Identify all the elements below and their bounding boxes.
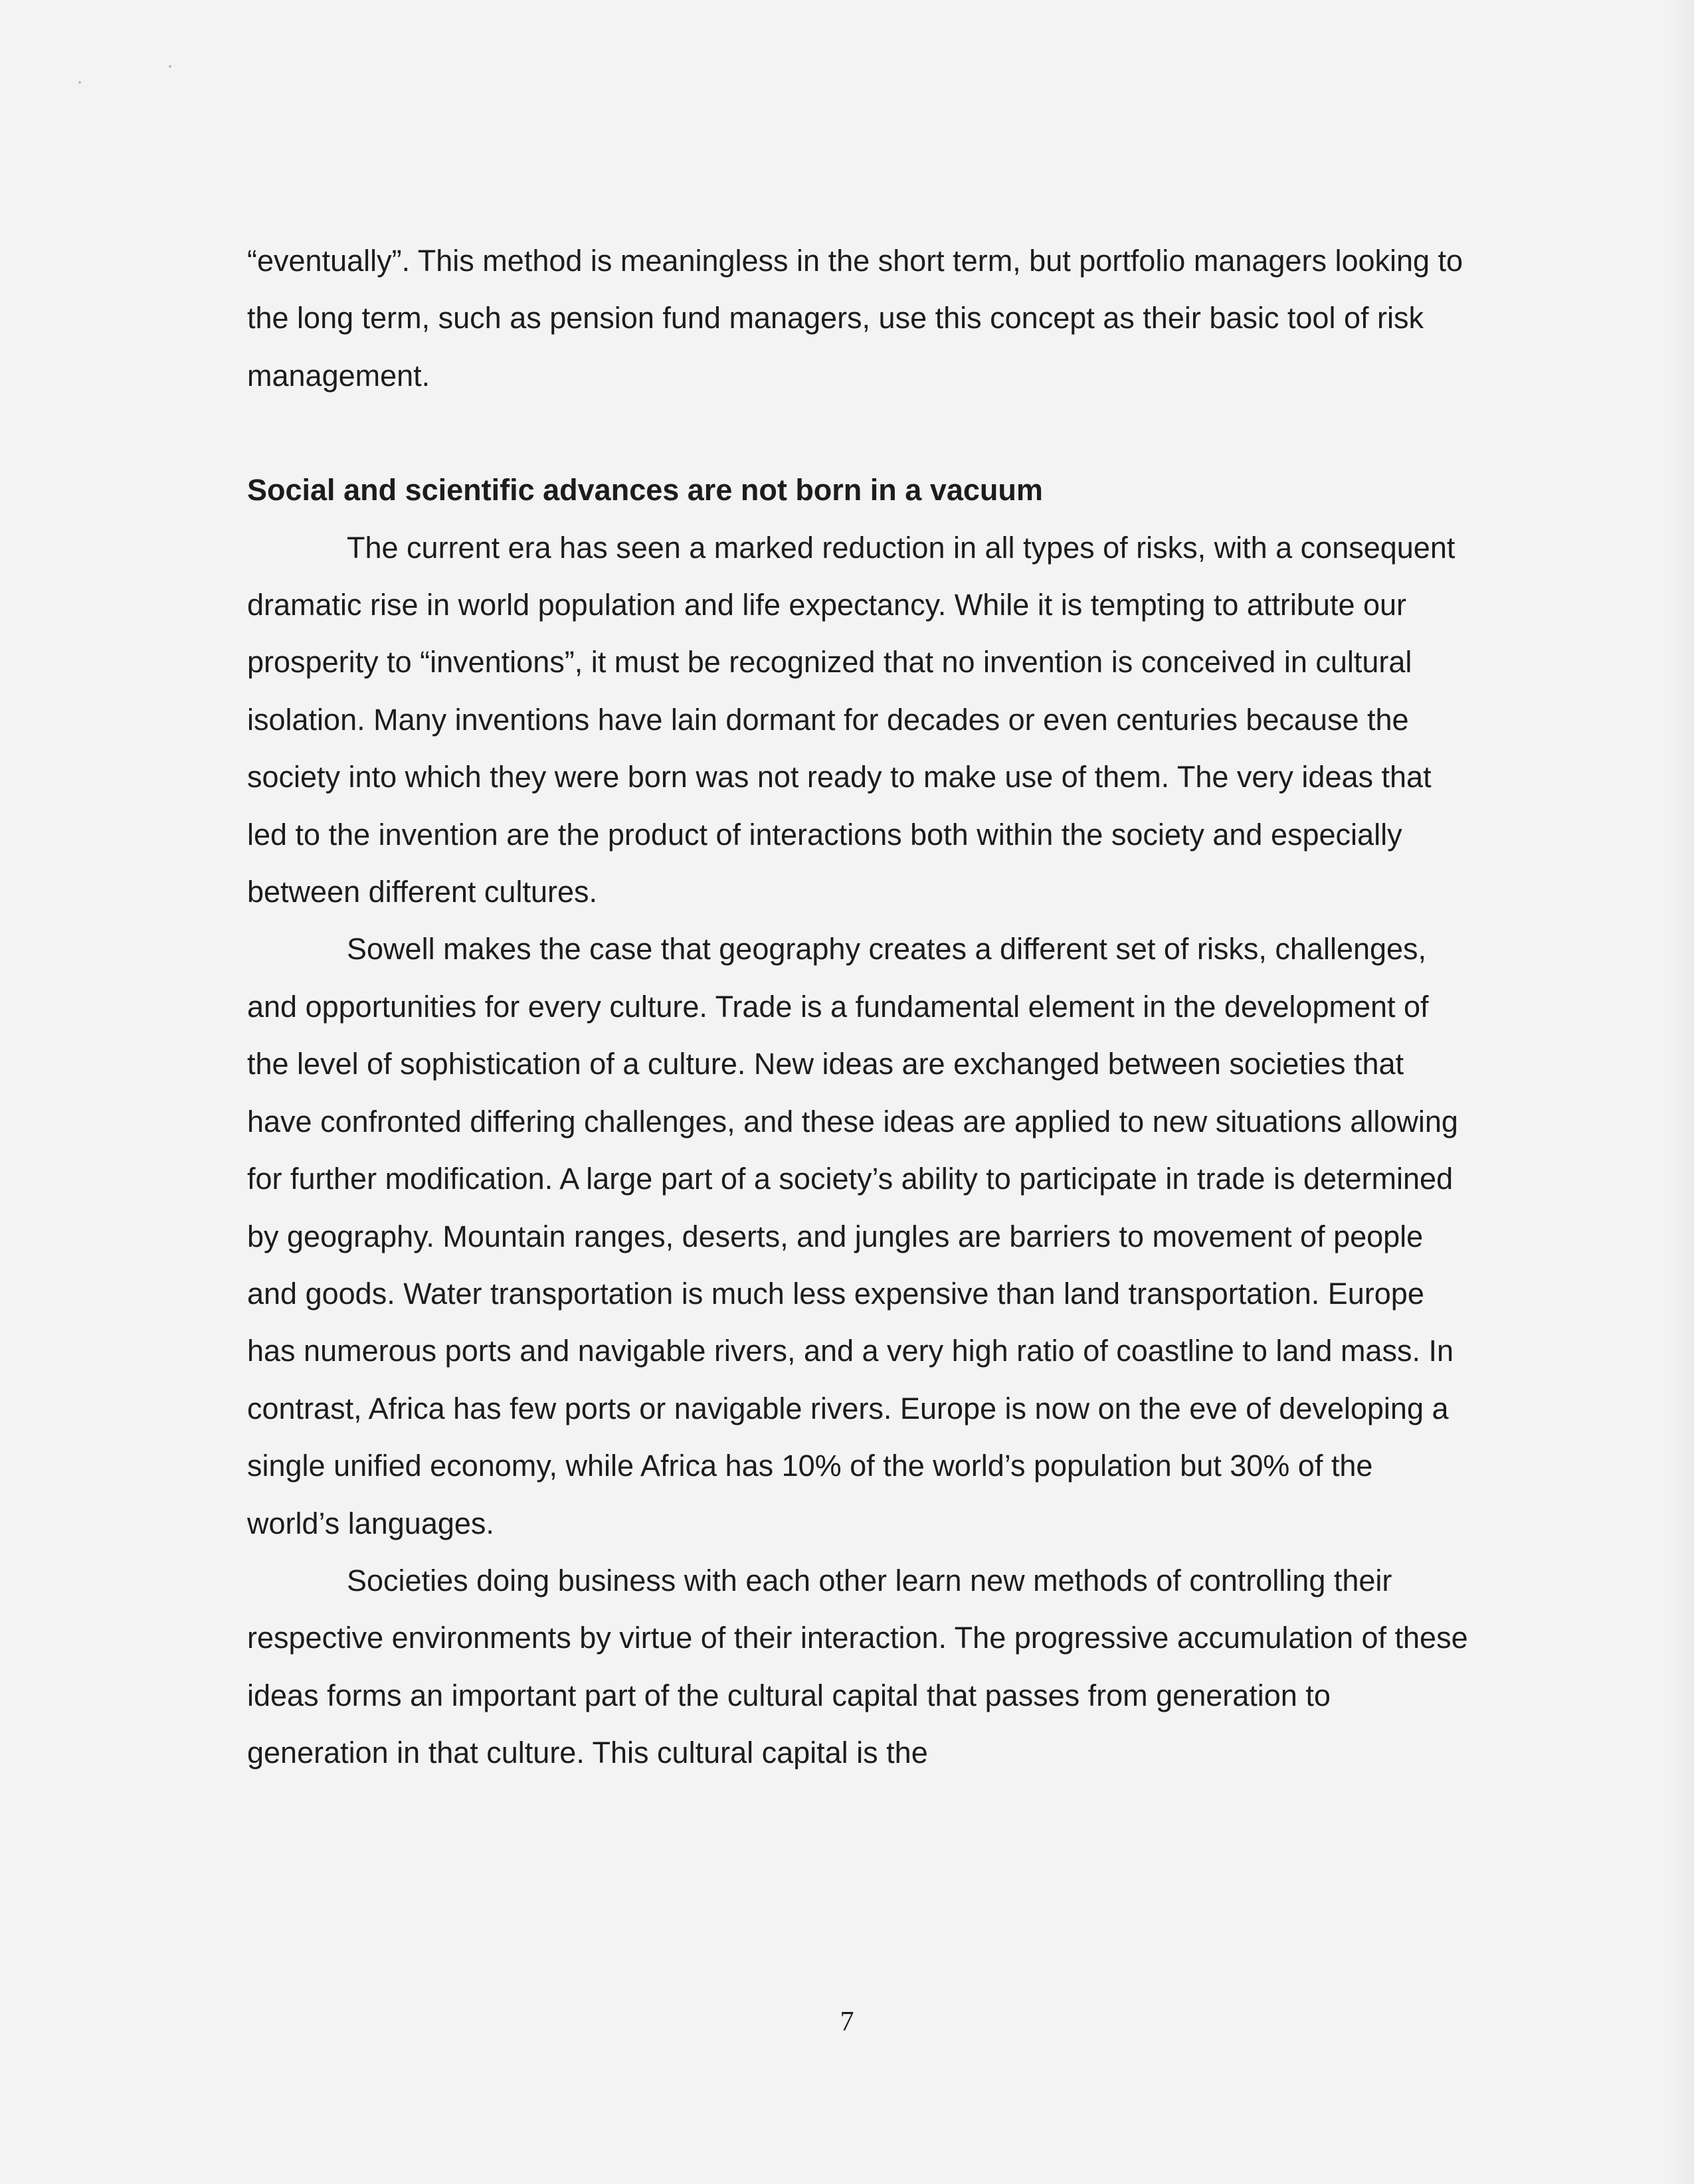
page-number: 7	[840, 2007, 854, 2037]
paragraph: The current era has seen a marked reduction in all types of risks, with a consequent dramatic rise in world population and life expectancy. While it is tempting to attribute our prosperity to “inventions”, it must be recognized that no invention is conceived in cultural isolation. Many inventions have lain dormant for decades or even centuries because the society into which they were born was not ready to make use of them. The very ideas that led to the invention are the product of interactions both within the society and especially between different cultures.	[247, 530, 1456, 909]
paragraph: Sowell makes the case that geography creates a different set of risks, challenges, and opportunities for every culture. Trade is a fundamental element in the development of the level of sophistication of a culture. New ideas are exchanged between societies that have confronted differing challenges, and these ideas are applied to new situations allowing for further modification. A large part of a society’s ability to participate in trade is determined by geography. Mountain ranges, deserts, and jungles are barriers to movement of people and goods. Water transportation is much less expensive than land transportation. Europe has numerous ports and navigable rivers, and a very high ratio of coastline to land mass. In contrast, Africa has few ports or navigable rivers. Europe is now on the eve of developing a single unified economy, while Africa has 10% of the world’s population but 30% of the world’s languages.	[247, 932, 1458, 1540]
scan-speck	[169, 65, 171, 68]
section-heading: Social and scientific advances are not born in a vacuum	[247, 473, 1043, 507]
section-gap	[247, 405, 1469, 462]
carryover-paragraph: “eventually”. This method is meaningless in the short term, but portfolio managers looking to the long term, such as pension fund managers, use this concept as their basic tool of risk management.	[247, 244, 1463, 393]
scan-speck	[78, 81, 81, 84]
paragraph: Societies doing business with each other learn new methods of controlling their respective environments by virtue of their interaction. The progressive accumulation of these ideas forms an important part of the cultural capital that passes from generation to generation in that culture. This cultural capital is the	[247, 1563, 1468, 1770]
body-text	[247, 232, 1469, 1782]
page-edge-shadow	[1667, 0, 1694, 2184]
